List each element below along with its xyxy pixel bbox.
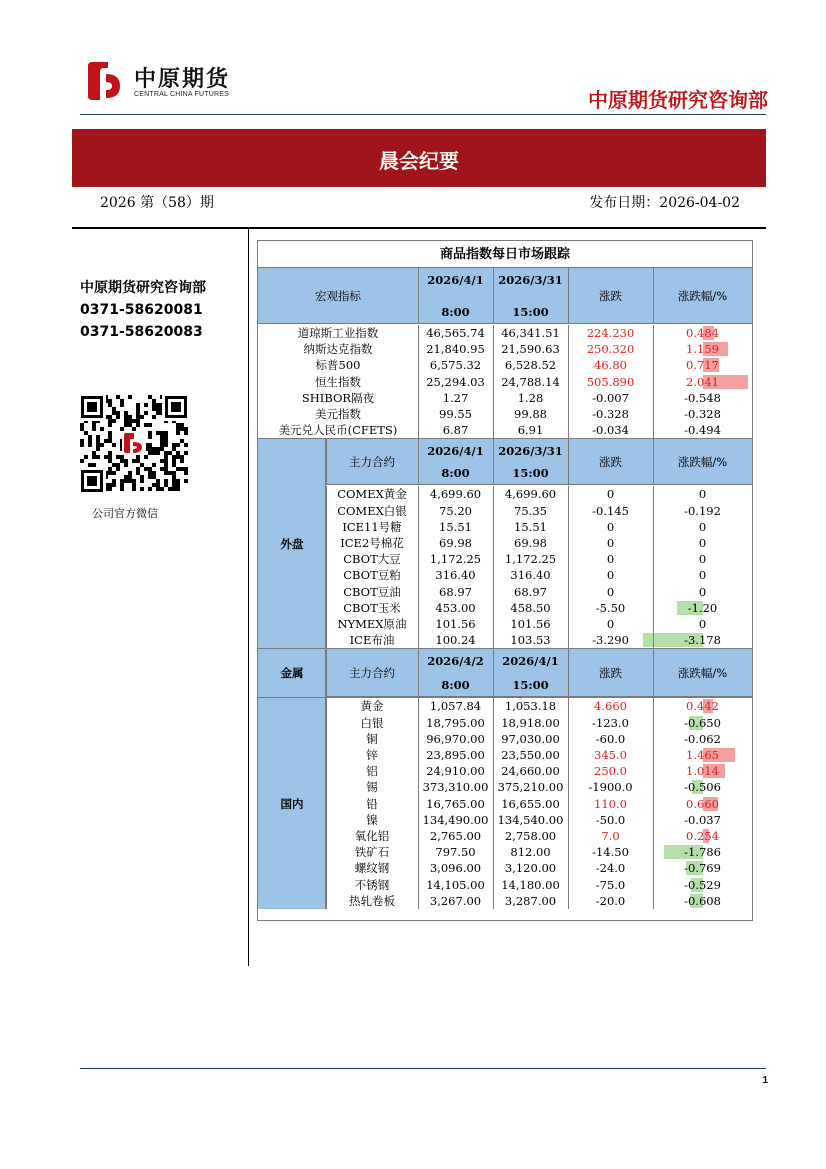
column-line (653, 268, 654, 324)
row-pct: -0.328 (684, 407, 721, 421)
section-domestic-label: 国内 (280, 796, 304, 811)
row-value-2: 69.98 (514, 536, 547, 550)
footer-rule (80, 1068, 766, 1069)
row-name: 恒生指数 (315, 374, 361, 389)
department-title: 中原期货研究咨询部 (588, 88, 768, 112)
row-value-1: 96,970.00 (426, 731, 485, 746)
column-line (653, 698, 654, 909)
row-pct: -0.037 (684, 812, 721, 827)
column-line (493, 649, 494, 697)
column-line (568, 325, 569, 438)
table-title: 商品指数每日市场跟踪 (258, 241, 752, 268)
metal-header-change: 涨跌 (599, 666, 622, 681)
column-line (418, 268, 419, 324)
row-name: COMEX黄金 (337, 487, 407, 502)
row-change: -24.0 (595, 861, 626, 876)
column-line (326, 486, 327, 648)
logo-text-en: CENTRAL CHINA FUTURES (134, 91, 229, 98)
row-pct: 0.717 (686, 358, 719, 373)
column-line (568, 649, 569, 697)
row-value-2: 3,120.00 (504, 861, 557, 876)
row-name: 铝 (366, 764, 378, 779)
column-line (326, 439, 327, 485)
macro-header-date2: 2026/3/31 (498, 273, 563, 287)
metal-header-pct: 涨跌幅/% (677, 666, 728, 681)
row-name: SHIBOR隔夜 (301, 390, 375, 405)
row-name: 锡 (366, 780, 378, 795)
column-line (568, 698, 569, 909)
row-change: -0.034 (592, 423, 629, 438)
row-change: 46.80 (594, 358, 627, 373)
column-line (493, 439, 494, 485)
row-pct: 0.484 (686, 326, 719, 340)
column-line (326, 649, 327, 697)
logo-text-cn: 中原期货 (134, 67, 231, 92)
row-value-1: 15.51 (439, 519, 472, 534)
row-value-1: 3,096.00 (429, 861, 482, 876)
row-name: ICE11号糖 (342, 519, 402, 534)
row-value-1: 1,172.25 (429, 552, 482, 567)
row-value-1: 6,575.32 (429, 358, 482, 373)
row-value-2: 15.51 (514, 519, 547, 534)
column-line (418, 325, 419, 438)
row-value-1: 75.20 (439, 503, 472, 518)
publish-date: 发布日期：2026-04-02 (589, 195, 740, 211)
row-value-1: 101.56 (435, 617, 476, 631)
row-change: 345.0 (594, 748, 627, 762)
row-change: -14.50 (592, 845, 629, 860)
title-banner (72, 129, 766, 187)
row-value-1: 46,565.74 (426, 326, 485, 340)
row-name: NYMEX原油 (337, 617, 407, 631)
macro-header-date1: 2026/4/1 (427, 273, 484, 287)
row-value-2: 18,918.00 (501, 715, 560, 730)
row-name: 美元兑人民币(CFETS) (278, 423, 398, 438)
metal-header-date1: 2026/4/2 (427, 654, 484, 669)
row-value-2: 97,030.00 (501, 731, 560, 746)
report-title: 晨会纪要 (379, 149, 459, 173)
row-pct: 1.014 (686, 764, 719, 779)
qr-caption: 公司官方微信 (92, 507, 158, 520)
metal-header-time1: 8:00 (441, 678, 470, 693)
column-line (493, 268, 494, 324)
row-value-1: 99.55 (439, 407, 472, 421)
row-pct: 0 (698, 617, 707, 631)
subheader-rule (72, 227, 766, 229)
row-pct: 0.442 (686, 699, 719, 714)
row-value-1: 100.24 (435, 633, 476, 648)
foreign-header-label: 主力合约 (349, 455, 395, 470)
row-pct: 0 (698, 536, 707, 550)
row-name: CBOT大豆 (343, 552, 401, 567)
row-value-1: 134,490.00 (422, 812, 489, 827)
row-change: 110.0 (594, 796, 627, 811)
row-value-1: 797.50 (435, 845, 476, 860)
metal-header-label: 主力合约 (349, 666, 395, 681)
row-name: ICE2号棉花 (340, 536, 404, 550)
row-pct: 0.254 (686, 829, 719, 843)
row-value-2: 24,788.14 (501, 374, 560, 389)
sidebar-phone-2: 0371-58620083 (80, 324, 203, 340)
row-pct: 1.159 (686, 342, 719, 357)
qr-code-icon (80, 395, 188, 493)
row-name: 铜 (366, 731, 378, 746)
row-pct: -0.192 (684, 503, 721, 518)
row-pct: -0.650 (684, 715, 721, 730)
row-pct: 2.041 (686, 374, 719, 389)
row-pct: -0.608 (684, 893, 721, 908)
row-name: 不锈钢 (354, 877, 390, 892)
row-value-2: 23,550.00 (501, 748, 560, 762)
row-pct: -0.769 (684, 861, 721, 876)
row-value-1: 453.00 (435, 600, 476, 615)
row-pct: 1.465 (686, 748, 719, 762)
row-name: 氧化铝 (354, 829, 390, 843)
row-change: -0.007 (592, 390, 629, 405)
row-change: -60.0 (595, 731, 626, 746)
row-change: -0.328 (592, 407, 629, 421)
row-value-1: 18,795.00 (426, 715, 485, 730)
column-line (418, 439, 419, 485)
row-change: -123.0 (592, 715, 629, 730)
foreign-header-change: 涨跌 (599, 455, 622, 470)
row-value-1: 316.40 (435, 568, 476, 583)
row-value-2: 458.50 (510, 600, 551, 615)
row-change: -75.0 (595, 877, 626, 892)
column-line (418, 649, 419, 697)
row-change: 250.0 (594, 764, 627, 779)
column-line (493, 325, 494, 438)
column-line (653, 486, 654, 648)
row-value-2: 16,655.00 (501, 796, 560, 811)
sidebar-dept: 中原期货研究咨询部 (80, 280, 206, 296)
row-name: CBOT豆油 (343, 584, 401, 599)
row-change: -3.290 (592, 633, 629, 648)
page-number: 1 (762, 1075, 768, 1086)
row-value-2: 75.35 (514, 503, 547, 518)
row-pct: -0.529 (684, 877, 721, 892)
row-value-1: 68.97 (439, 584, 472, 599)
row-name: 铁矿石 (354, 845, 390, 860)
row-value-2: 101.56 (510, 617, 551, 631)
macro-header-pct: 涨跌幅/% (677, 289, 728, 303)
row-change: -5.50 (595, 600, 626, 615)
row-change: 0 (606, 552, 615, 567)
row-pct: -3.178 (684, 633, 721, 648)
column-line (568, 486, 569, 648)
row-value-1: 25,294.03 (426, 374, 485, 389)
row-pct: 0 (698, 487, 707, 502)
row-value-1: 2,765.00 (429, 829, 482, 843)
row-value-2: 14,180.00 (501, 877, 560, 892)
row-change: 0 (606, 536, 615, 550)
row-pct: 0 (698, 584, 707, 599)
section-foreign-label: 外盘 (280, 536, 304, 551)
row-value-1: 23,895.00 (426, 748, 485, 762)
row-value-1: 24,910.00 (426, 764, 485, 779)
row-value-1: 1,057.84 (429, 699, 482, 714)
row-change: -50.0 (595, 812, 626, 827)
row-name: CBOT豆粕 (343, 568, 401, 583)
column-line (568, 439, 569, 485)
column-line (326, 698, 327, 909)
row-name: 螺纹钢 (354, 861, 390, 876)
row-pct: 0.660 (686, 796, 719, 811)
macro-header-change: 涨跌 (599, 289, 622, 303)
header-rule (80, 114, 766, 115)
row-value-1: 16,765.00 (426, 796, 485, 811)
row-value-2: 21,590.63 (501, 342, 560, 357)
row-name: CBOT玉米 (343, 600, 401, 615)
row-name: 黄金 (360, 699, 384, 714)
row-name: 热轧卷板 (349, 893, 395, 908)
row-change: 0 (606, 617, 615, 631)
foreign-header-pct: 涨跌幅/% (677, 455, 728, 470)
column-line (418, 486, 419, 648)
row-pct: 0 (698, 568, 707, 583)
row-value-2: 134,540.00 (497, 812, 564, 827)
row-value-2: 99.88 (514, 407, 547, 421)
market-table (257, 240, 753, 921)
row-value-2: 3,287.00 (504, 893, 557, 908)
foreign-header-time1: 8:00 (441, 466, 470, 481)
row-pct: -0.506 (684, 780, 721, 795)
metal-header-date2: 2026/4/1 (502, 654, 559, 669)
column-line (418, 698, 419, 909)
row-value-2: 316.40 (510, 568, 551, 583)
column-line (653, 439, 654, 485)
row-value-1: 373,310.00 (422, 780, 489, 795)
row-value-2: 812.00 (510, 845, 551, 860)
row-name: ICE布油 (349, 633, 395, 648)
row-change: -1900.0 (588, 780, 633, 795)
row-name: 道琼斯工业指数 (297, 326, 379, 340)
row-change: 250.320 (586, 342, 635, 357)
row-name: 镍 (366, 812, 378, 827)
row-value-2: 4,699.60 (504, 487, 557, 502)
row-name: COMEX白银 (337, 503, 407, 518)
row-value-1: 4,699.60 (429, 487, 482, 502)
row-change: 0 (606, 519, 615, 534)
row-pct: 0 (698, 519, 707, 534)
sidebar-contact (80, 277, 206, 343)
row-name: 锌 (366, 748, 378, 762)
row-change: -0.145 (592, 503, 629, 518)
row-change: 7.0 (601, 829, 620, 843)
macro-header-time2: 15:00 (512, 305, 549, 319)
row-name: 白银 (360, 715, 384, 730)
row-value-2: 103.53 (510, 633, 551, 648)
column-line (653, 649, 654, 697)
row-value-2: 1,172.25 (504, 552, 557, 567)
row-change: 224.230 (586, 326, 635, 340)
issue-number: 2026 第（58）期 (100, 195, 214, 211)
row-pct: -0.548 (684, 390, 721, 405)
row-name: 纳斯达克指数 (303, 342, 373, 357)
column-divider (248, 229, 249, 966)
row-value-1: 21,840.95 (426, 342, 485, 357)
metal-header-time2: 15:00 (512, 678, 549, 693)
row-value-1: 1.27 (442, 390, 469, 405)
row-pct: -0.494 (684, 423, 721, 438)
row-change: 4.660 (594, 699, 627, 714)
foreign-header-date1: 2026/4/1 (427, 444, 484, 459)
row-value-2: 24,660.00 (501, 764, 560, 779)
row-name: 铅 (366, 796, 378, 811)
row-pct: -0.062 (684, 731, 721, 746)
row-change: 505.890 (586, 374, 635, 389)
row-value-2: 1,053.18 (504, 699, 557, 714)
row-name: 标普500 (315, 358, 361, 373)
row-pct: -1.20 (687, 600, 718, 615)
section-metal-label: 金属 (280, 666, 304, 681)
row-pct: 0 (698, 552, 707, 567)
row-value-2: 6.91 (517, 423, 544, 438)
macro-header-time1: 8:00 (441, 305, 470, 319)
row-value-2: 1.28 (517, 390, 544, 405)
row-value-1: 14,105.00 (426, 877, 485, 892)
row-change: -20.0 (595, 893, 626, 908)
row-value-1: 3,267.00 (429, 893, 482, 908)
row-value-2: 46,341.51 (501, 326, 560, 340)
foreign-header-date2: 2026/3/31 (498, 444, 563, 459)
row-value-1: 69.98 (439, 536, 472, 550)
column-line (493, 698, 494, 909)
sidebar-phone-1: 0371-58620081 (80, 302, 203, 318)
logo-mark-icon (86, 60, 126, 102)
row-change: 0 (606, 584, 615, 599)
row-pct: -1.786 (684, 845, 721, 860)
column-line (568, 268, 569, 324)
row-value-2: 375,210.00 (497, 780, 564, 795)
row-value-2: 68.97 (514, 584, 547, 599)
row-value-2: 6,528.52 (504, 358, 557, 373)
row-value-2: 2,758.00 (504, 829, 557, 843)
macro-header-label: 宏观指标 (315, 289, 361, 303)
column-line (493, 486, 494, 648)
row-change: 0 (606, 487, 615, 502)
row-change: 0 (606, 568, 615, 583)
column-line (653, 325, 654, 438)
row-name: 美元指数 (315, 407, 361, 421)
row-value-1: 6.87 (442, 423, 469, 438)
foreign-header-time2: 15:00 (512, 466, 549, 481)
company-logo (86, 60, 256, 104)
